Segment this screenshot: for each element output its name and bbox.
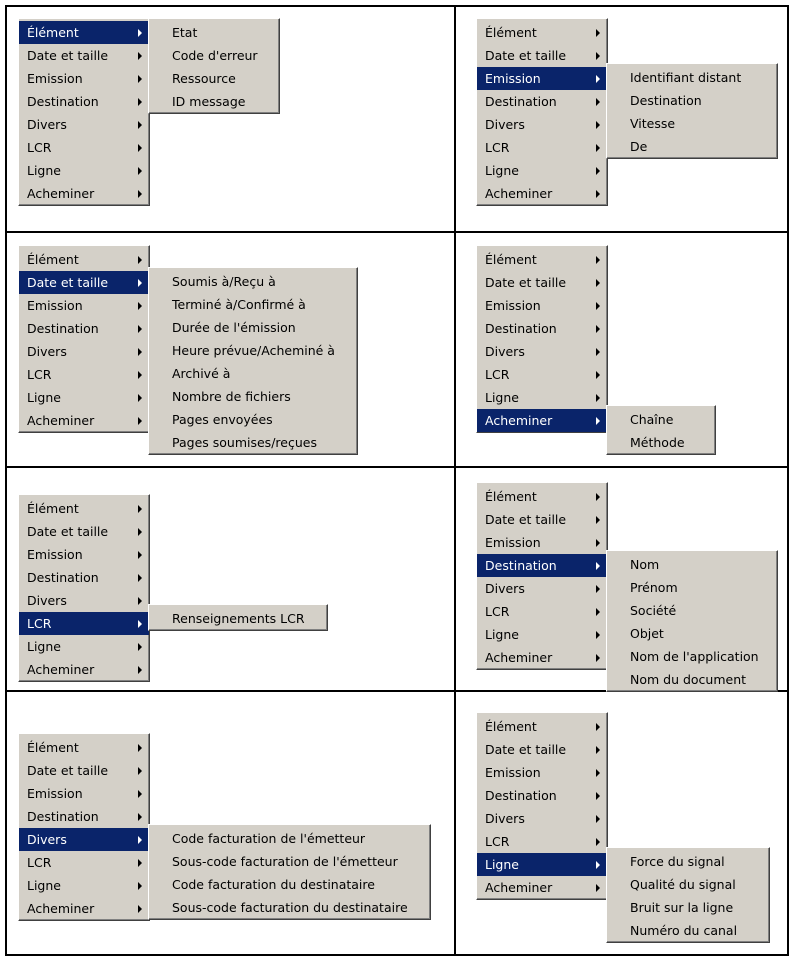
submenu-item[interactable]: Pages soumises/reçues: [172, 435, 317, 450]
menu-item-label: Divers: [27, 344, 67, 359]
submenu-arrow-icon: [138, 597, 142, 605]
submenu-item[interactable]: Code facturation du destinataire: [172, 877, 375, 892]
submenu-arrow-icon: [138, 790, 142, 798]
submenu-item[interactable]: Société: [630, 603, 677, 618]
menu-item-label: Destination: [27, 809, 99, 824]
menu-item[interactable]: [477, 784, 607, 807]
menu-item-label: Élément: [485, 489, 537, 504]
submenu: [148, 824, 431, 920]
submenu-arrow-icon: [596, 769, 600, 777]
submenu-arrow-icon: [138, 279, 142, 287]
submenu-arrow-icon: [138, 551, 142, 559]
submenu-arrow-icon: [138, 666, 142, 674]
menu-item[interactable]: [477, 317, 607, 340]
menu-item-label: LCR: [485, 834, 510, 849]
menu-item-label: Élément: [485, 719, 537, 734]
submenu-arrow-icon: [596, 75, 600, 83]
submenu-item[interactable]: Bruit sur la ligne: [630, 900, 734, 915]
menu-item-label: Date et taille: [27, 763, 109, 778]
menu-item[interactable]: [477, 807, 607, 830]
menu-item[interactable]: [19, 851, 149, 874]
submenu-arrow-icon: [596, 723, 600, 731]
menu-item[interactable]: [477, 761, 607, 784]
menu-item-label: Divers: [485, 344, 525, 359]
submenu-arrow-icon: [596, 539, 600, 547]
menu-item-label: Divers: [27, 832, 67, 847]
menu-item[interactable]: [477, 738, 607, 761]
menu-item-label: Divers: [27, 593, 67, 608]
menu-item-label: Acheminer: [485, 413, 553, 428]
submenu-item[interactable]: Objet: [630, 626, 664, 641]
submenu-item[interactable]: Nom de l'application: [630, 649, 759, 664]
menu-item-label: Ligne: [485, 163, 519, 178]
menu-item[interactable]: [19, 782, 149, 805]
submenu-item[interactable]: Méthode: [630, 435, 685, 450]
submenu: [148, 18, 280, 114]
menu-item[interactable]: [477, 386, 607, 409]
menu-item[interactable]: [477, 623, 607, 646]
menu-item-label: Emission: [485, 535, 541, 550]
menu-item-active[interactable]: [19, 271, 149, 294]
submenu-arrow-icon: [138, 905, 142, 913]
submenu: [148, 267, 358, 455]
menu-item-label: Élément: [485, 25, 537, 40]
submenu-item[interactable]: Destination: [630, 93, 702, 108]
menu-item[interactable]: [477, 90, 607, 113]
menu-item-active[interactable]: [477, 409, 607, 432]
submenu-item[interactable]: Identifiant distant: [630, 70, 742, 85]
submenu-arrow-icon: [596, 493, 600, 501]
submenu-arrow-icon: [138, 75, 142, 83]
submenu: [606, 405, 716, 455]
menu-item[interactable]: [19, 874, 149, 897]
menu-item[interactable]: [477, 248, 607, 271]
context-menu: [476, 712, 608, 900]
menu-item-label: LCR: [27, 367, 52, 382]
submenu-item[interactable]: Archivé à: [172, 366, 231, 381]
submenu-arrow-icon: [138, 620, 142, 628]
submenu-item[interactable]: ID message: [172, 94, 246, 109]
submenu-item[interactable]: Heure prévue/Acheminé à: [172, 343, 335, 358]
grid-vertical-divider: [454, 5, 456, 956]
menu-item[interactable]: [19, 497, 149, 520]
submenu-arrow-icon: [138, 52, 142, 60]
submenu-arrow-icon: [596, 371, 600, 379]
menu-item-label: Date et taille: [485, 48, 567, 63]
menu-item-label: Date et taille: [27, 48, 109, 63]
submenu-arrow-icon: [596, 144, 600, 152]
grid-divider-1: [5, 231, 789, 233]
submenu-arrow-icon: [596, 279, 600, 287]
menu-item[interactable]: [19, 248, 149, 271]
submenu: [606, 847, 770, 943]
submenu-item[interactable]: Force du signal: [630, 854, 725, 869]
menu-item-label: Destination: [27, 94, 99, 109]
submenu-arrow-icon: [138, 167, 142, 175]
menu-item-active[interactable]: [477, 554, 607, 577]
submenu-item[interactable]: Soumis à/Reçu à: [172, 274, 276, 289]
submenu-item[interactable]: Prénom: [630, 580, 678, 595]
menu-item[interactable]: [19, 44, 149, 67]
menu-item-label: Emission: [485, 765, 541, 780]
menu-item-label: Date et taille: [27, 524, 109, 539]
menu-item[interactable]: [477, 577, 607, 600]
menu-item-label: Acheminer: [27, 413, 95, 428]
context-menu: [18, 494, 150, 682]
menu-item-label: Divers: [485, 581, 525, 596]
menu-item-active[interactable]: [477, 67, 607, 90]
menu-item-label: Ligne: [27, 390, 61, 405]
menu-item-label: Destination: [485, 788, 557, 803]
submenu-arrow-icon: [596, 861, 600, 869]
menu-item[interactable]: [19, 113, 149, 136]
submenu-arrow-icon: [596, 884, 600, 892]
submenu-arrow-icon: [138, 882, 142, 890]
submenu-item[interactable]: Etat: [172, 25, 198, 40]
submenu-arrow-icon: [596, 256, 600, 264]
submenu-item[interactable]: Pages envoyées: [172, 412, 273, 427]
menu-item-label: Emission: [27, 547, 83, 562]
menu-item[interactable]: [477, 340, 607, 363]
menu-item-label: Acheminer: [27, 662, 95, 677]
menu-item[interactable]: [19, 589, 149, 612]
menu-item-label: Élément: [27, 501, 79, 516]
menu-item-label: Divers: [27, 117, 67, 132]
menu-item-label: Emission: [485, 298, 541, 313]
submenu-item[interactable]: Sous-code facturation du destinataire: [172, 900, 408, 915]
submenu-arrow-icon: [596, 167, 600, 175]
submenu-item[interactable]: Numéro du canal: [630, 923, 738, 938]
submenu-arrow-icon: [138, 98, 142, 106]
submenu-arrow-icon: [596, 746, 600, 754]
submenu-arrow-icon: [138, 29, 142, 37]
menu-item[interactable]: [19, 897, 149, 920]
submenu-item[interactable]: Chaîne: [630, 412, 674, 427]
submenu-arrow-icon: [596, 792, 600, 800]
menu-item-active[interactable]: [19, 828, 149, 851]
submenu-item[interactable]: Sous-code facturation de l'émetteur: [172, 854, 398, 869]
menu-item-label: Destination: [27, 321, 99, 336]
menu-item[interactable]: [477, 21, 607, 44]
menu-item-label: Destination: [27, 570, 99, 585]
menu-item-label: Emission: [27, 298, 83, 313]
submenu-arrow-icon: [138, 528, 142, 536]
submenu-arrow-icon: [596, 417, 600, 425]
menu-item-label: Ligne: [27, 639, 61, 654]
submenu-arrow-icon: [138, 190, 142, 198]
submenu-arrow-icon: [596, 348, 600, 356]
submenu-arrow-icon: [138, 767, 142, 775]
submenu-arrow-icon: [596, 631, 600, 639]
submenu-item[interactable]: Renseignements LCR: [172, 611, 305, 626]
menu-item-active[interactable]: [477, 853, 607, 876]
submenu-item[interactable]: Nombre de fichiers: [172, 389, 291, 404]
menu-item-label: Ligne: [27, 878, 61, 893]
context-menu: [476, 18, 608, 206]
submenu-arrow-icon: [138, 325, 142, 333]
submenu-item[interactable]: Code facturation de l'émetteur: [172, 831, 366, 846]
submenu-arrow-icon: [596, 608, 600, 616]
menu-item-label: Acheminer: [485, 880, 553, 895]
menu-item-label: Élément: [27, 25, 79, 40]
menu-item-label: Date et taille: [485, 742, 567, 757]
submenu-arrow-icon: [138, 302, 142, 310]
submenu: [606, 63, 778, 159]
menu-item-label: Ligne: [485, 627, 519, 642]
submenu-arrow-icon: [596, 654, 600, 662]
menu-item-label: Date et taille: [485, 275, 567, 290]
menu-item-label: Date et taille: [485, 512, 567, 527]
menu-item[interactable]: [19, 159, 149, 182]
submenu-arrow-icon: [596, 516, 600, 524]
menu-item-label: Destination: [485, 94, 557, 109]
menu-item[interactable]: [19, 136, 149, 159]
menu-item-label: Divers: [485, 811, 525, 826]
menu-item-label: LCR: [27, 140, 52, 155]
submenu-item[interactable]: Ressource: [172, 71, 236, 86]
submenu-arrow-icon: [138, 371, 142, 379]
menu-item-label: Ligne: [27, 163, 61, 178]
submenu-arrow-icon: [138, 859, 142, 867]
menu-item-label: Acheminer: [485, 186, 553, 201]
submenu-arrow-icon: [138, 121, 142, 129]
menu-item[interactable]: [477, 830, 607, 853]
menu-item-label: Emission: [27, 71, 83, 86]
context-menu: [18, 245, 150, 433]
submenu-item[interactable]: Code d'erreur: [172, 48, 258, 63]
submenu-arrow-icon: [138, 417, 142, 425]
submenu-arrow-icon: [596, 98, 600, 106]
submenu-arrow-icon: [596, 585, 600, 593]
menu-item[interactable]: [19, 386, 149, 409]
menu-item[interactable]: [19, 340, 149, 363]
submenu-arrow-icon: [596, 325, 600, 333]
submenu-arrow-icon: [138, 256, 142, 264]
menu-item[interactable]: [477, 876, 607, 899]
submenu-item[interactable]: Qualité du signal: [630, 877, 736, 892]
submenu-arrow-icon: [138, 348, 142, 356]
menu-item[interactable]: [19, 67, 149, 90]
submenu-arrow-icon: [596, 52, 600, 60]
menu-item-label: Ligne: [485, 857, 519, 872]
menu-item-label: LCR: [27, 616, 52, 631]
menu-item-active[interactable]: [19, 612, 149, 635]
submenu-arrow-icon: [596, 815, 600, 823]
submenu-arrow-icon: [596, 29, 600, 37]
menu-item-label: Destination: [485, 558, 557, 573]
submenu-item[interactable]: Durée de l'émission: [172, 320, 296, 335]
submenu-arrow-icon: [596, 562, 600, 570]
menu-item-label: Ligne: [485, 390, 519, 405]
submenu-item[interactable]: Nom: [630, 557, 660, 572]
menu-item[interactable]: [477, 363, 607, 386]
submenu-arrow-icon: [138, 813, 142, 821]
menu-item-label: Élément: [485, 252, 537, 267]
menu-item-label: Divers: [485, 117, 525, 132]
menu-item[interactable]: [477, 485, 607, 508]
menu-item[interactable]: [477, 715, 607, 738]
menu-item[interactable]: [477, 294, 607, 317]
menu-item[interactable]: [19, 90, 149, 113]
menu-item[interactable]: [19, 543, 149, 566]
menu-item[interactable]: [477, 159, 607, 182]
menu-item-label: Emission: [485, 71, 541, 86]
menu-item[interactable]: [19, 294, 149, 317]
menu-item[interactable]: [19, 635, 149, 658]
submenu-item[interactable]: Terminé à/Confirmé à: [172, 297, 306, 312]
menu-item[interactable]: [477, 113, 607, 136]
submenu-arrow-icon: [138, 836, 142, 844]
menu-item[interactable]: [19, 736, 149, 759]
menu-item-active[interactable]: [19, 21, 149, 44]
menu-item[interactable]: [477, 271, 607, 294]
menu-item[interactable]: [477, 44, 607, 67]
submenu-arrow-icon: [596, 838, 600, 846]
menu-item[interactable]: [477, 508, 607, 531]
submenu-arrow-icon: [596, 121, 600, 129]
submenu-arrow-icon: [596, 302, 600, 310]
menu-item-label: Date et taille: [27, 275, 109, 290]
submenu-arrow-icon: [138, 574, 142, 582]
context-menu: [476, 245, 608, 433]
submenu-arrow-icon: [596, 394, 600, 402]
submenu-item[interactable]: Nom du document: [630, 672, 747, 687]
menu-item[interactable]: [19, 759, 149, 782]
menu-item-label: Acheminer: [27, 186, 95, 201]
menu-item[interactable]: [477, 600, 607, 623]
menu-item[interactable]: [477, 531, 607, 554]
menu-item[interactable]: [477, 182, 607, 205]
menu-item-label: LCR: [485, 367, 510, 382]
menu-item[interactable]: [19, 409, 149, 432]
menu-item-label: LCR: [485, 140, 510, 155]
submenu-arrow-icon: [138, 744, 142, 752]
grid-divider-2: [5, 466, 789, 468]
menu-item-label: LCR: [485, 604, 510, 619]
submenu-item[interactable]: De: [630, 139, 648, 154]
menu-item[interactable]: [19, 658, 149, 681]
menu-item-label: Destination: [485, 321, 557, 336]
menu-item[interactable]: [477, 646, 607, 669]
context-menu: [18, 733, 150, 921]
menu-item-label: Élément: [27, 740, 79, 755]
submenu: [606, 550, 778, 692]
menu-item-label: LCR: [27, 855, 52, 870]
submenu-arrow-icon: [138, 643, 142, 651]
menu-item-label: Acheminer: [27, 901, 95, 916]
menu-item-label: Emission: [27, 786, 83, 801]
context-menu: [476, 482, 608, 670]
submenu-arrow-icon: [138, 505, 142, 513]
menu-item[interactable]: [19, 317, 149, 340]
menu-item-label: Élément: [27, 252, 79, 267]
submenu-arrow-icon: [138, 144, 142, 152]
submenu-arrow-icon: [596, 190, 600, 198]
menu-item[interactable]: [19, 520, 149, 543]
menu-item-label: Acheminer: [485, 650, 553, 665]
submenu-arrow-icon: [138, 394, 142, 402]
menu-item[interactable]: [477, 136, 607, 159]
context-menu: [18, 18, 150, 206]
menu-item[interactable]: [19, 566, 149, 589]
menu-item[interactable]: [19, 182, 149, 205]
menu-item[interactable]: [19, 363, 149, 386]
menu-item[interactable]: [19, 805, 149, 828]
submenu: [148, 604, 328, 631]
submenu-item[interactable]: Vitesse: [630, 116, 676, 131]
